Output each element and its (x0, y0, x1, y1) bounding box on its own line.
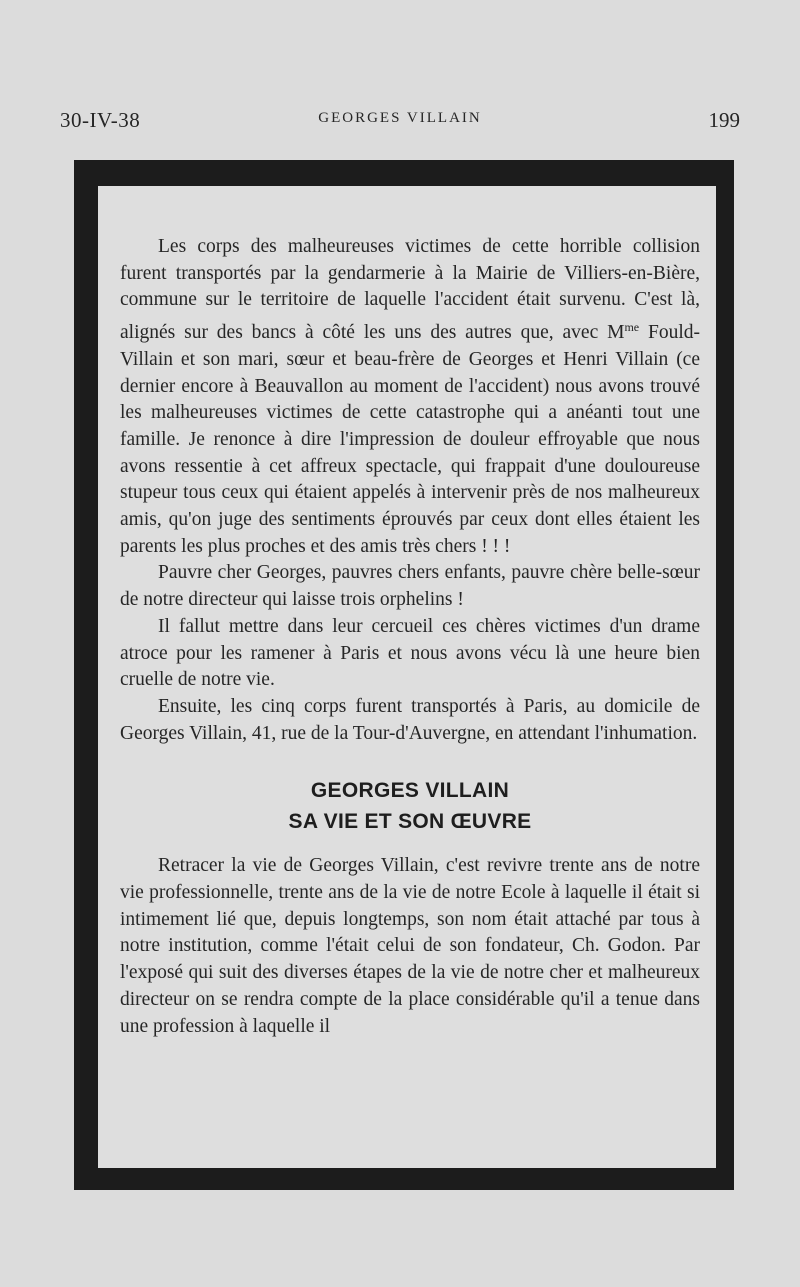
running-head (60, 108, 740, 138)
paragraph-3: Il fallut mettre dans leur cercueil ces chères victimes d'un drame atroce pour les ramener à Paris et nous avons vécu là une heure bien cruelle de notre vie. (120, 615, 700, 691)
paragraph-1-text-b: Fould-Villain et son mari, sœur et beau-frère de Georges et Henri Villain (ce dernier encore à Beauvallon au moment de l'accident) nous avons trouvé les malheureuses victimes de cette catastrophe qui a anéanti tout une famille. Je renonce à dire l'impression de douleur effroyable que nous avons ressentie à cet affreux spectacle, qui frappait d'une douloureuse stupeur tous ceux qui étaient appelés à intervenir près de nos malheureux amis, qu'on juge des sentiments éprouvés par ceux dont elles étaient les parents les plus proches et des amis très chers ! ! ! (120, 322, 700, 557)
paragraph-2: Pauvre cher Georges, pauvres chers enfants, pauvre chère belle-sœur de notre directeur qui laisse trois orphelins ! (120, 562, 700, 611)
issue-date: 30-IV-38 (60, 108, 141, 132)
section-heading-line-1: GEORGES VILLAIN (310, 779, 510, 803)
mourning-border-frame (74, 160, 734, 1190)
paragraph-5: Retracer la vie de Georges Villain, c'est revivre trente ans de notre vie professionnelle, trente ans de la vie de notre Ecole à laquelle il était si intimement lié que, depuis longtemps, son nom était attaché par tous à notre institution, comme l'était celui de son fondateur, Ch. Godon. Par l'exposé qui suit des diverses étapes de la vie de notre cher et malheureux directeur on se rendra compte de la place considérable qu'il a tenue dans une profession à laquelle il (120, 855, 700, 1037)
running-title: GEORGES VILLAIN (318, 110, 482, 126)
paragraph-4: Ensuite, les cinq corps furent transportés à Paris, au domicile de Georges Villain, 41, rue de la Tour-d'Auvergne, en attendant l'inhumation. (120, 695, 700, 744)
page-number: 199 (708, 108, 740, 132)
article-body (120, 234, 700, 1040)
superscript-me: me (624, 320, 640, 335)
paragraph-1-text-a: Les corps des malheureuses victimes de cette horrible collision furent transportés par la gendarmerie à la Mairie de Villiers-en-Bière, commune sur le territoire de laquelle l'accident était survenu. C'est là, alignés sur des bancs à côté les uns des autres que, avec M (120, 236, 700, 344)
paragraph-1 (120, 234, 700, 560)
section-heading (120, 775, 700, 837)
section-heading-line-2: SA VIE ET SON ŒUVRE (288, 810, 532, 834)
